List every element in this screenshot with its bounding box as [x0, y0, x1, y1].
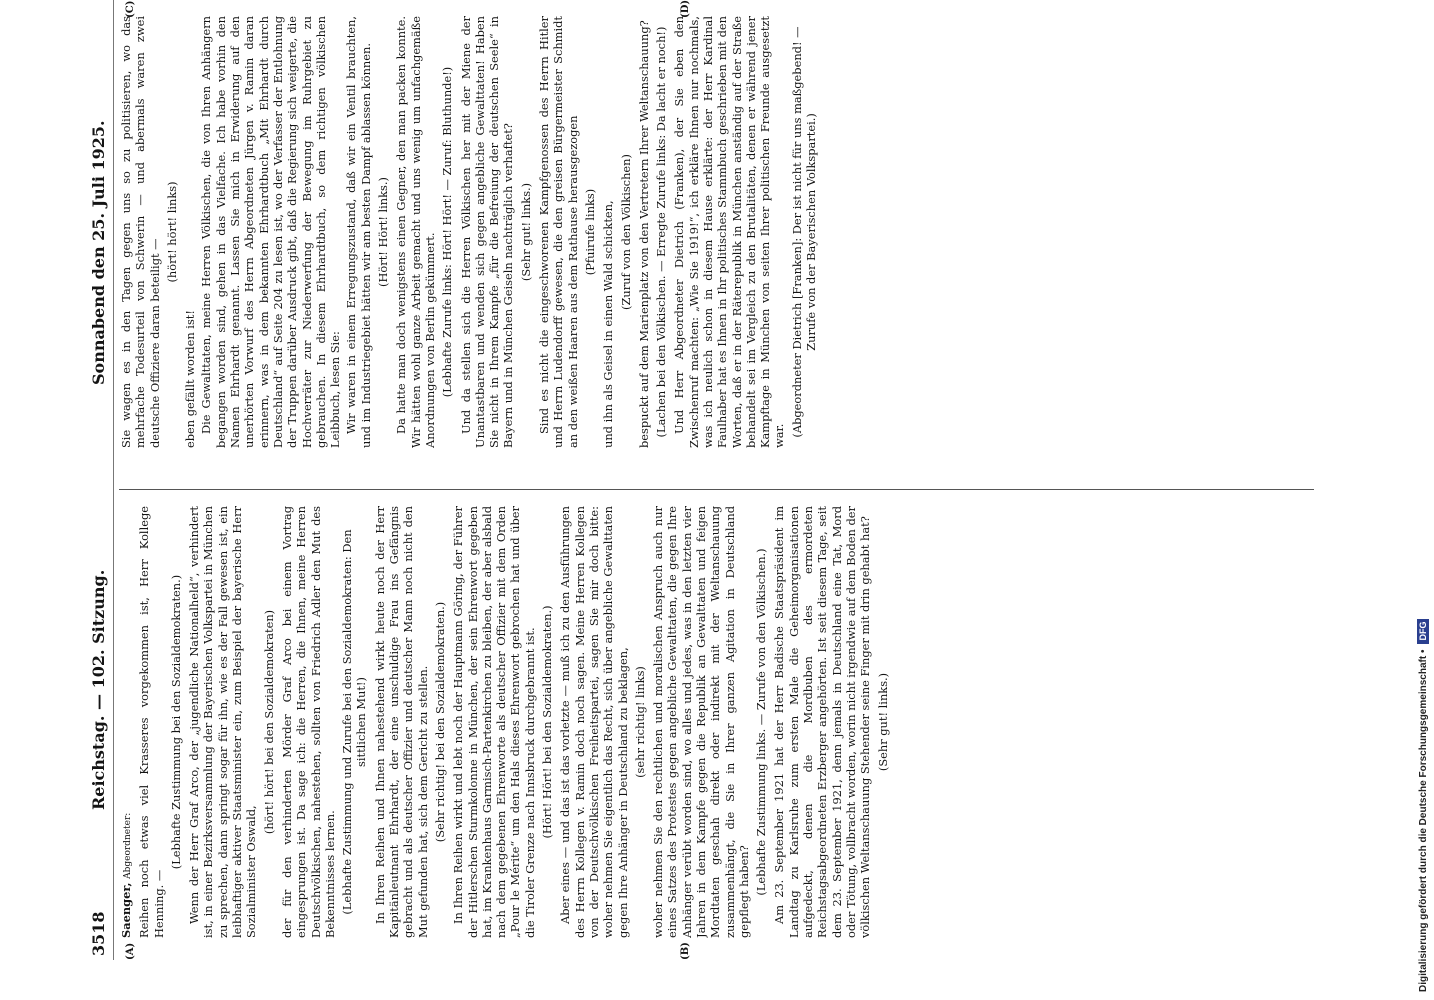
- paragraph: Die Gewalttaten, meine Herren Völkischen, die von Ihren Anhängern begangen worden sind, gehen in das Vielfache. Ich habe vorhin den Namen Ehrhardt genannt. Lassen Sie mich in Erwiderung auf den unerhörten Vorwurf des Herrn Abgeordneten Jürgen v. Ramin daran erinnern, was in dem bekannten Ehrhardtbuch „Mit Ehrhardt durch Deutschland“ auf Seite 204 zu lesen ist, wo der Verfasser der Entlohnung der Truppen darüber Ausdruck gibt, daß die Regierung sich weigerte, die Hochverräter zur Niederwerfung der Bewegung im Ruhrgebiet zu gebrauchen. In diesem Ehrhardtbuch, so dem richtigen völkischen Leibbuch, lesen Sie:: [199, 16, 343, 448]
- scanned-page: [85, 0, 1325, 960]
- reaction: (Zuruf von den Völkischen): [618, 154, 633, 310]
- reaction: (Hört! Hört! links.): [376, 177, 391, 287]
- left-column: [119, 506, 1314, 938]
- paragraph: und ihn als Geisel in einen Wald schickten,: [601, 200, 616, 448]
- session-title: Reichstag. — 102. Sitzung.: [89, 569, 108, 810]
- header-rule: [113, 0, 114, 960]
- margin-marker-c: (C): [125, 0, 136, 18]
- reaction: (Lebhafte Zustimmung bei den Sozialdemokraten.): [168, 574, 183, 870]
- reaction: (sehr richtig! links): [632, 666, 647, 778]
- column-divider: [119, 489, 1314, 490]
- reaction: (Sehr richtig! bei den Sozialdemokraten.): [432, 601, 447, 843]
- session-date: Sonnabend den 25. Juli 1925.: [89, 120, 108, 385]
- funding-credit: Digitalisierung gefördert durch die Deutsche Forschungsgemeinschaft •: [1417, 649, 1429, 992]
- paragraph: In Ihren Reihen und Ihnen nahestehend wirkt heute noch der Herr Kapitänleutnant Ehrhardt, der eine unschuldige Frau ins Gefängnis gebracht und als deutscher Offizier und deutscher Mann noch nicht den Mut gefunden hat, sich dem Gericht zu stellen.: [372, 506, 430, 938]
- reaction: (Pfuirufe links): [582, 188, 597, 276]
- paragraph: Da hatte man doch wenigstens einen Gegner, den man packen konnte. Wir hätten wohl ganze Arbeit gemacht und uns wenig um unfachgemäße Anordnungen von Berlin gekümmert.: [394, 16, 437, 448]
- reaction: (Lebhafte Zustimmung links. — Zurufe von den Völkischen.): [754, 548, 769, 896]
- reaction: (Hört! Hört! bei den Sozialdemokraten.): [540, 605, 555, 839]
- margin-marker-d: (D): [680, 0, 691, 18]
- paragraph: Wenn der Herr Graf Arco, der „jugendliche Nationalheld“, verhindert ist, in einer Bezirksversammlung der Bayerischen Volkspartei in München zu sprechen, dann springt sogar für ihn, wie es der Fall gewesen ist, ein leibhaftiger aktiver Staatsminister ein, zum Beispiel der bayerische Herr Sozialminister Oswald,: [187, 506, 259, 938]
- paragraph: Am 23. September 1921 hat der Herr Badische Staatspräsident im Landtag zu Karlsruhe zum ersten Male die Geheimorganisationen aufgedeckt, denen die Mordbuben des ermordeten Reichstagsabgeordneten Erzberger angehörten. Ist seit diesem Tage, seit dem 23. September 1921, denn jemals in Deutschland eine Tat, Mord oder Tötung, vollbracht worden, worin nicht irgendwie auf dem Boden der völkischen Weltanschauung Stehender seine Finger mit drin gehabt hat?: [772, 506, 873, 938]
- reaction: (Sehr gut! links.): [875, 672, 890, 772]
- margin-marker-b: (B): [680, 942, 691, 960]
- dfg-logo: DFG: [1417, 619, 1429, 644]
- speaker-name: Saenger,: [119, 882, 133, 938]
- speaker-role: Abgeordneter:: [123, 812, 133, 879]
- paragraph: Sind es nicht die eingeschworenen Kampfgenossen des Herrn Hitler und Herrn Ludendorff gewesen, die den greisen Bürgermeister Schmidt an den weißen Haaren aus dem Rathause herausgezogen: [537, 16, 580, 448]
- speaker-line: [119, 506, 135, 938]
- reaction: (hört! hört! links): [164, 181, 179, 283]
- paragraph: woher nehmen Sie den rechtlichen und moralischen Anspruch auch nur eines Satzes des Protestes gegen angebliche Gewalttaten, die gegen Ihre Anhänger verübt worden sind, wo alles und jedes, was in den letzten vier Jahren in dem Kampfe gegen die Republik an Gewalttaten und feigen Mordtaten geschah direkt oder indirekt mit der Weltanschauung zusammenhängt, die Sie in Ihrer ganzen Agitation in Deutschland gepflegt haben?: [651, 506, 751, 938]
- reaction: (hört! hört! bei den Sozialdemokraten): [261, 609, 276, 835]
- margin-marker-a: (A): [125, 942, 136, 960]
- paragraph: Und Herr Abgeordneter Dietrich (Franken), der Sie eben den Zwischenruf machten: „Wie Sie 1919!“, ich erkläre Ihnen nur nochmals, was ich neulich schon in diesem Hause erklärte: der Herr Kardinal Faulhaber hat es Ihnen in Ihr politisches Stammbuch geschrieben mit den Worten, daß er in der Räterepublik in München anständig auf der Straße behandelt sei im Vergleich zu den Brutalitäten, denen er während jener Kampftage in München von seiten Ihrer politischen Freunde ausgesetzt war.: [672, 16, 787, 448]
- page-number: 3518: [89, 911, 108, 956]
- paragraph: der für den verhinderten Mörder Graf Arco bei einem Vortrag eingesprungen ist. Da sage ich: die Herren, die Ihnen, meine Herren Deutschvölkischen, nahestehen, sollten von Friedrich Adler den Mut des Bekenntnisses lernen.: [279, 506, 337, 938]
- paragraph: Sie wagen es in den Tagen gegen uns so zu politisieren, wo das mehrfache Todesurteil von Schwerin — und abermals waren zwei deutsche Offiziere daran beteiligt —: [119, 16, 162, 448]
- right-column: [119, 16, 1314, 448]
- digitization-credit-bar: [1412, 8, 1434, 992]
- reaction: (Sehr gut! links.): [518, 182, 533, 282]
- paragraph: Und da stellen sich die Herren Völkischen her mit der Miene der Unantastbaren und wenden sich gegen angebliche Gewalttaten! Haben Sie nicht in Ihrem Kampfe „für die Befreiung der deutschen Seele“ in Bayern und in München Geiseln nachträglich verhaftet?: [458, 16, 516, 448]
- reaction: (Lebhafte Zurufe links: Hört! Hört! — Zuruf: Bluthunde!): [440, 66, 455, 398]
- paragraph: eben gefällt worden ist!: [183, 310, 198, 448]
- reaction: (Lachen bei den Völkischen. — Erregte Zurufe links: Da lacht er noch!): [654, 26, 669, 438]
- paragraph: bespuckt auf dem Marienplatz von den Vertretern Ihrer Weltanschauung?: [636, 20, 651, 448]
- quotation: Wir waren in einem Erregungszustand, daß wir ein Ventil brauchten, und im Industriegebiet hätten wir am besten Dampf ablassen können.: [344, 16, 373, 448]
- paragraph: Reihen noch etwas viel Krasseres vorgekommen ist, Herr Kollege Henning. —: [137, 506, 166, 938]
- paragraph: Aber eines — und das ist das vorletzte — muß ich zu den Ausführungen des Herrn Kollegen v. Ramin doch noch sagen. Meine Herren Kollegen von der Deutschvölkischen Freiheitspartei, sagen Sie mir doch bitte: woher nehmen Sie eigentlich das Recht, sich über angebliche Gewalttaten gegen Ihre Anhänger in Deutschland zu beklagen,: [558, 506, 630, 938]
- reaction: (Abgeordneter Dietrich [Franken]: Der ist nicht für uns maßgebend! — Zurufe von der Bayerischen Volkspartei.): [789, 26, 819, 438]
- reaction: (Lebhafte Zustimmung und Zurufe bei den Sozialdemokraten: Den sittlichen Mut!): [340, 529, 369, 915]
- paragraph: In Ihren Reihen wirkt und lebt noch der Hauptmann Göring, der Führer der Hitlerschen Sturmkolonne in München, der sein Ehrenwort gegeben hat, im Krankenhaus Garmisch-Partenkirchen zu bleiben, der aber alsbald nach dem gegebenen Ehrenworte als deutscher Offizier mit dem Orden „Pour le Mérite“ um den Hals dieses Ehrenwort gebrochen hat und über die Tiroler Grenze nach Innsbruck durchgebrannt ist.: [451, 506, 537, 938]
- page-header: [85, 0, 111, 960]
